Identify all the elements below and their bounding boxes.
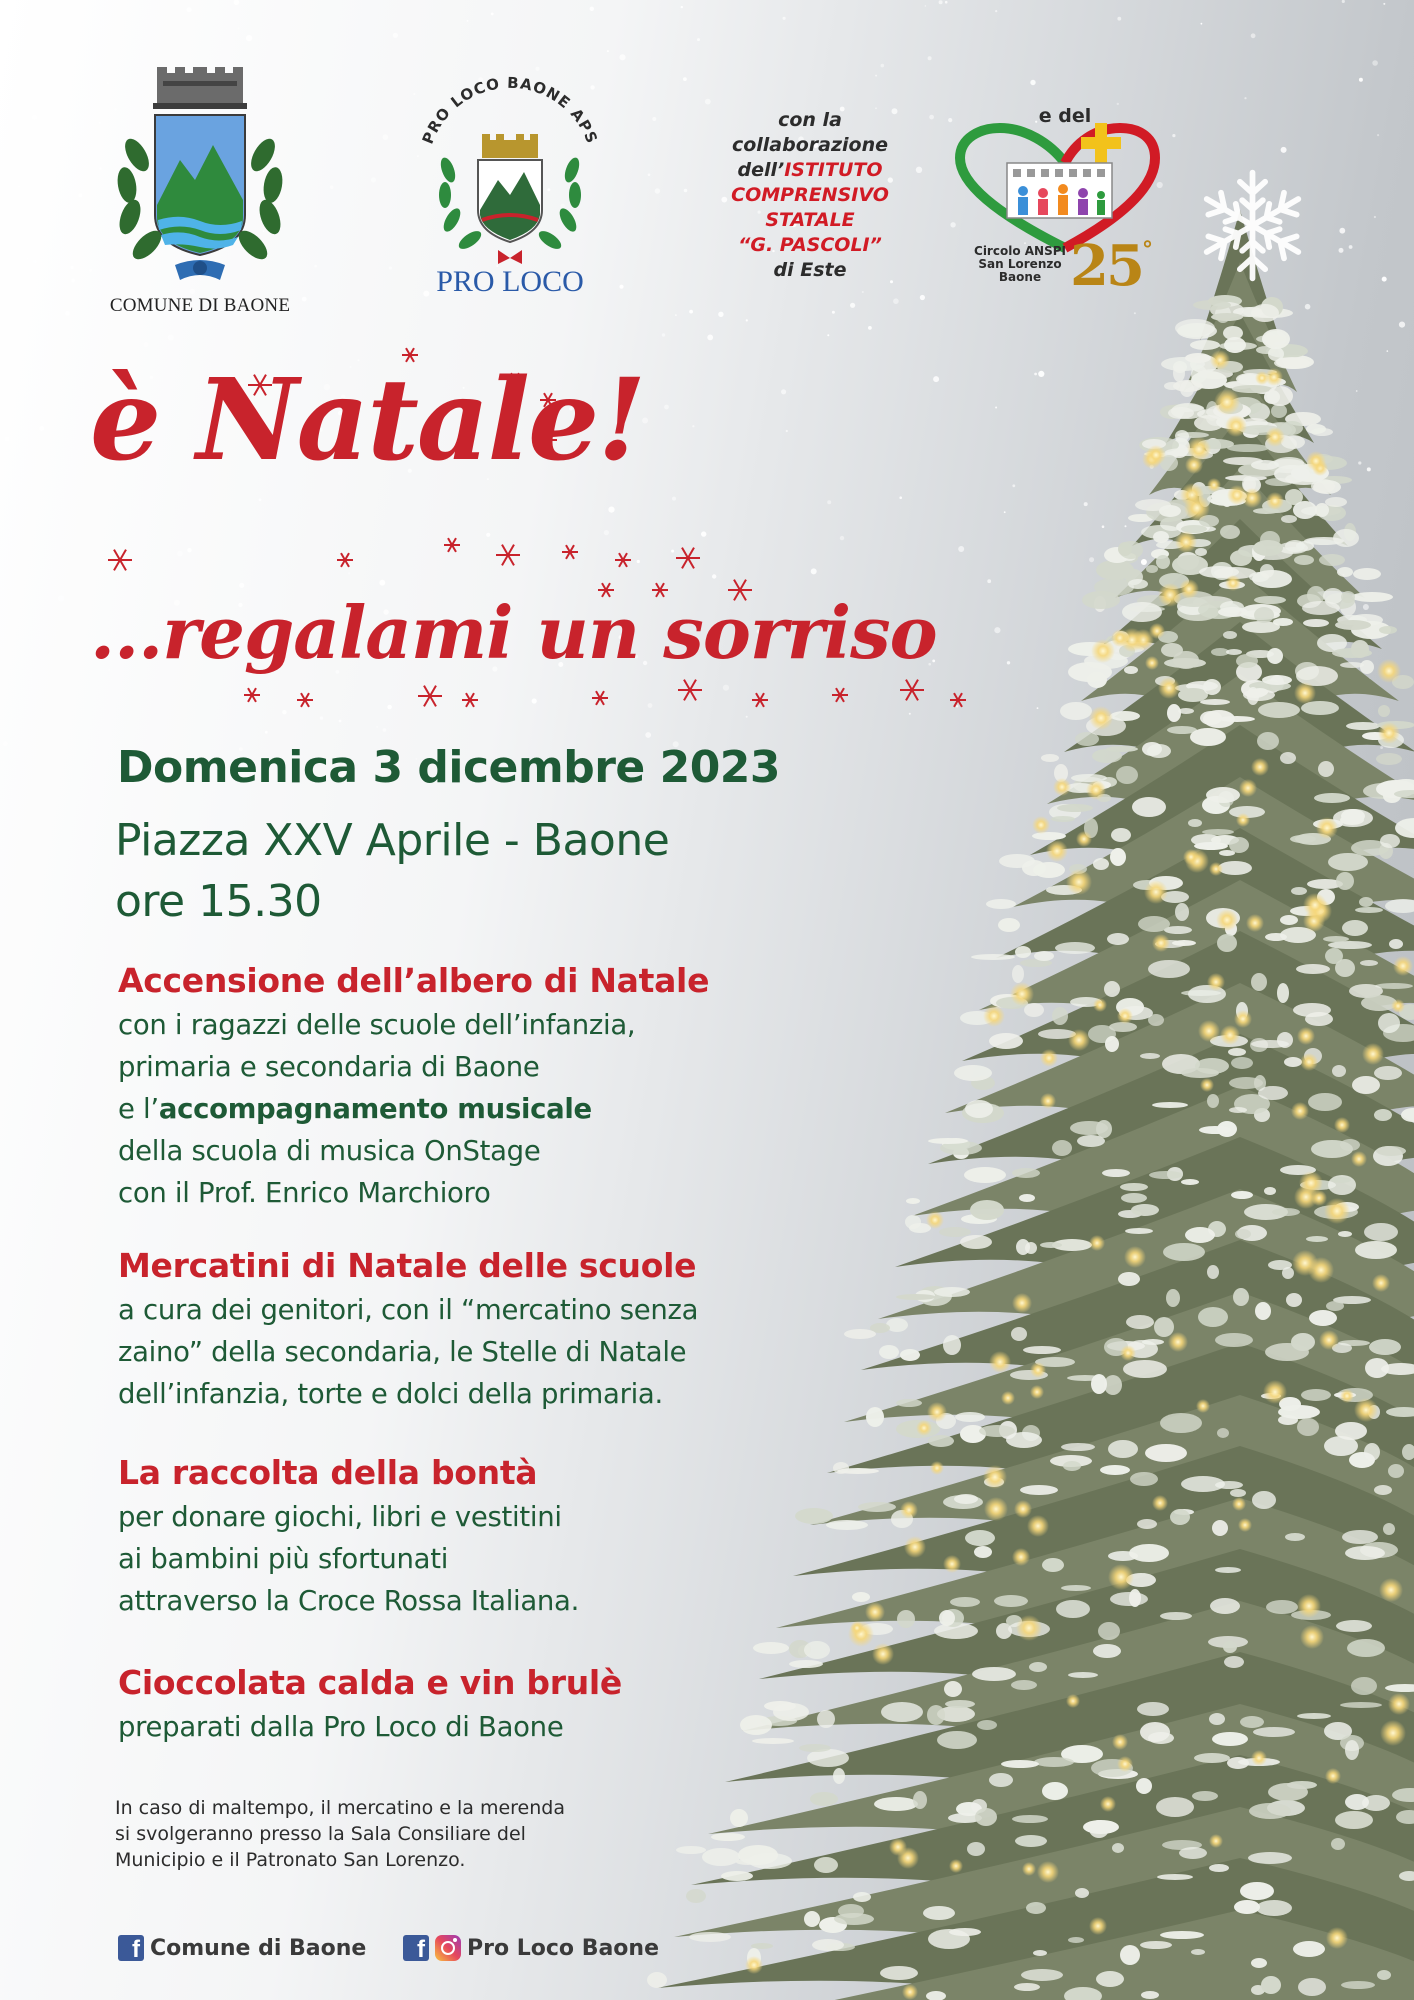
pro-loco-caption: PRO LOCO: [436, 265, 584, 298]
section-hot-drinks: [118, 1660, 858, 1748]
collab-line: “G. PASCOLI”: [738, 234, 882, 256]
section-line: della scuola di musica OnStage: [118, 1135, 541, 1167]
anniversary-number: 25: [1070, 233, 1142, 299]
social-comune-link[interactable]: [118, 1933, 366, 1963]
collab-line: COMPRENSIVO: [731, 184, 889, 206]
collab-line: con la: [778, 109, 842, 131]
section-tree-lighting: [118, 958, 858, 1214]
weather-note: [115, 1795, 715, 1873]
social-proloco-label: Pro Loco Baone: [467, 1935, 660, 1961]
main-title: è Natale!: [90, 355, 645, 486]
snowflake-icon: [615, 553, 631, 567]
snowflake-icon: [676, 548, 700, 569]
section-line: [118, 1088, 858, 1130]
snowflake-icon: [462, 693, 478, 707]
subtitle: ...regalami un sorriso: [90, 590, 937, 675]
comune-caption: COMUNE DI BAONE: [109, 295, 291, 316]
instagram-icon: [435, 1935, 461, 1961]
section-line-prefix: e l’: [118, 1093, 159, 1125]
snowflake-icon: [592, 691, 608, 705]
anspi-caption-line: Baone: [998, 270, 1042, 284]
section-line: preparati dalla Pro Loco di Baone: [118, 1711, 564, 1743]
section-line: a cura dei genitori, con il “mercatino senza: [118, 1294, 699, 1326]
section-line: zaino” della secondaria, le Stelle di Natale: [118, 1336, 687, 1368]
section-line-bold: accompagnamento musicale: [158, 1093, 592, 1125]
collab-line: collaborazione: [731, 134, 889, 156]
collab-prefix: dell’: [737, 159, 785, 181]
snowflake-icon: [337, 553, 353, 567]
section-charity-collection: [118, 1450, 858, 1622]
snowflake-icon: [108, 550, 132, 571]
snowflake-icon: [418, 686, 442, 707]
snowflake-icon: [562, 545, 578, 559]
snowflake-icon: [678, 680, 702, 701]
collab-highlight: ISTITUTO: [784, 159, 883, 181]
social-comune-label: Comune di Baone: [150, 1935, 367, 1961]
note-line: Municipio e il Patronato San Lorenzo.: [115, 1849, 466, 1871]
facebook-icon: f: [118, 1935, 144, 1961]
section-heading: Cioccolata calda e vin brulè: [118, 1663, 622, 1702]
snowflake-icon: [900, 680, 924, 701]
pro-loco-arc-text: PRO LOCO BAONE APS: [418, 73, 602, 147]
snowflake-icon: [950, 693, 966, 707]
section-heading: Accensione dell’albero di Natale: [118, 961, 710, 1000]
note-line: In caso di maltempo, il mercatino e la merenda: [115, 1797, 565, 1819]
facebook-icon: f: [403, 1935, 429, 1961]
collab-line: di Este: [773, 259, 847, 281]
section-line: per donare giochi, libri e vestitini: [118, 1501, 562, 1533]
snowflake-icon: [297, 693, 313, 707]
section-christmas-markets: [118, 1243, 858, 1415]
section-line: attraverso la Croce Rossa Italiana.: [118, 1585, 580, 1617]
section-line: con i ragazzi delle scuole dell’infanzia,: [118, 1009, 636, 1041]
section-line: ai bambini più sfortunati: [118, 1543, 449, 1575]
section-line: con il Prof. Enrico Marchioro: [118, 1177, 491, 1209]
snowflake-icon: [496, 545, 520, 566]
anspi-caption-line: San Lorenzo: [978, 257, 1062, 271]
note-line: si svolgeranno presso la Sala Consiliare del: [115, 1823, 526, 1845]
snowflake-icon: [752, 693, 768, 707]
snowflake-icon: [832, 688, 848, 702]
event-place: Piazza XXV Aprile - Baone: [115, 815, 670, 866]
social-proloco-link[interactable]: [403, 1933, 659, 1963]
snowflake-icon: [444, 538, 460, 552]
collab-line: STATALE: [765, 209, 855, 231]
event-time: ore 15.30: [115, 876, 322, 927]
anniversary-degree: °: [1141, 237, 1150, 263]
section-line: primaria e secondaria di Baone: [118, 1051, 540, 1083]
section-heading: Mercatini di Natale delle scuole: [118, 1246, 697, 1285]
section-line: dell’infanzia, torte e dolci della primaria.: [118, 1378, 663, 1410]
anspi-intro: e del: [1038, 105, 1092, 127]
anspi-caption-line: Circolo ANSPI: [974, 244, 1066, 258]
snowflake-icon: [244, 688, 260, 702]
section-heading: La raccolta della bontà: [118, 1453, 538, 1492]
event-date: Domenica 3 dicembre 2023: [117, 742, 781, 793]
